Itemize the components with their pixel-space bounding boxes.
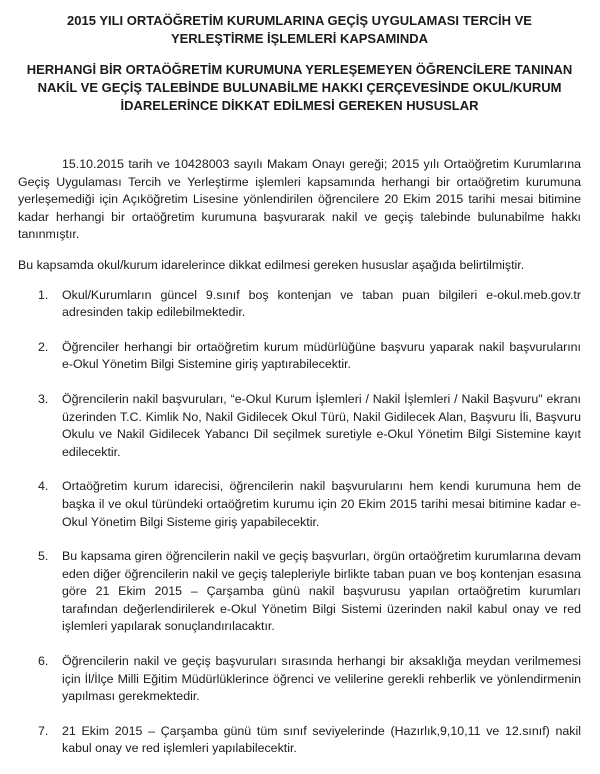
list-item: [18, 723, 581, 758]
title-secondary-line-2: NAKİL VE GEÇİŞ TALEBİNDE BULUNABİLME HAKKI ÇERÇEVESİNDE OKUL/KURUM: [37, 80, 562, 95]
list-item-number: 2.: [38, 339, 49, 354]
list-item-text: Öğrencilerin nakil başvuruları, “e-Okul Kurum İşlemleri / Nakil İşlemleri / Nakil Başvuru" ekranı üzerinden T.C. Kimlik No, Nakil Gidilecek Okul Türü, Nakil Gidilecek Alan, Başvuru İli, Başvuru Okulu ve Nakil Gidilecek Yabancı Dil seçilmek suretiyle e-Okul Yönetim Bilgi Sistemine kayıt edilecektir.: [62, 391, 581, 459]
intro-paragraph: 15.10.2015 tarih ve 10428003 sayılı Makam Onayı gereği; 2015 yılı Ortaöğretim Kurumlarına Geçiş Uygulaması Tercih ve Yerleştirme işlemleri kapsamında herhangi bir ortaöğretim kurumuna yerleşemediği için Açıköğretim Lisesine yönlendirilen öğrencilere 20 Ekim 2015 tarihi mesai bitimine kadar herhangi bir ortaöğretim kurumuna başvurarak nakil ve geçiş talebinde bulunabilme hakkı tanınmıştır.: [18, 157, 581, 242]
list-item-text: Öğrencilerin nakil ve geçiş başvuruları sırasında herhangi bir aksaklığa meydan verilmemesi için İl/İlçe Milli Eğitim Müdürlüklerince öğrenci ve velilerine gerekli rehberlik ve yönlendirmenin yapılması gerekmektedir.: [62, 654, 581, 704]
list-item-number: 3.: [38, 391, 49, 406]
document-title-secondary: [18, 61, 581, 115]
list-item-number: 7.: [38, 723, 49, 738]
document-title-primary: [18, 12, 581, 48]
list-item-text: Bu kapsama giren öğrencilerin nakil ve geçiş başvurları, örgün ortaöğretim kurumlarına devam eden diğer öğrencilerin nakil ve geçiş talepleriyle birlikte taban puan ve boş kontenjan esasına göre 21 Ekim 2015 – Çarşamba günü nakil başvurusu yapılan ortaöğretim kurumları tarafından değerlendirilerek e-Okul Yönetim Bilgi Sistemi üzerinden nakil kabul onay ve red işlemleri yapılarak sonuçlandırılacaktır.: [62, 549, 581, 634]
title-secondary-line-1: HERHANGİ BİR ORTAÖĞRETİM KURUMUNA YERLEŞEMEYEN ÖĞRENCİLERE TANINAN: [26, 62, 573, 77]
list-item-text: 21 Ekim 2015 – Çarşamba günü tüm sınıf seviyelerinde (Hazırlık,9,10,11 ve 12.sınıf) nakil kabul onay ve red işlemleri yapılabilecektir.: [62, 723, 581, 756]
list-item-text: Öğrenciler herhangi bir ortaöğretim kurum müdürlüğüne başvuru yaparak nakil başvurularını e-Okul Yönetim Bilgi Sistemine giriş yaptırabilecektir.: [62, 339, 581, 372]
list-item: [18, 653, 581, 706]
list-item: [18, 287, 581, 322]
list-item-number: 5.: [38, 549, 49, 564]
list-item-number: 4.: [38, 479, 49, 494]
list-item: [18, 391, 581, 461]
list-item-number: 1.: [38, 287, 49, 302]
title-primary-line-2: YERLEŞTİRME İŞLEMLERİ KAPSAMINDA: [170, 31, 429, 46]
list-item: [18, 548, 581, 636]
title-primary-line-1: 2015 YILI ORTAÖĞRETİM KURUMLARINA GEÇİŞ UYGULAMASI TERCİH VE: [67, 13, 532, 28]
title-secondary-line-3: İDARELERİNCE DİKKAT EDİLMESİ GEREKEN HUSUSLAR: [120, 98, 479, 113]
list-item: [18, 339, 581, 374]
list-item-number: 6.: [38, 654, 49, 669]
list-item-text: Okul/Kurumların güncel 9.sınıf boş kontenjan ve taban puan bilgileri e-okul.meb.gov.tr adresinden takip edilebilmektedir.: [62, 287, 581, 320]
lead-paragraph: Bu kapsamda okul/kurum idarelerince dikkat edilmesi gereken hususlar aşağıda belirtilmiştir.: [18, 257, 525, 272]
list-item-text: Ortaöğretim kurum idarecisi, öğrencilerin nakil başvurularını hem kendi kurumuna hem de başka il ve okul türündeki ortaöğretim kurumu için 20 Ekim 2015 tarihi mesai bitimine kadar e-Okul Yönetim Bilgi Sisteme giriş yapabilecektir.: [62, 479, 581, 529]
numbered-list: [18, 287, 581, 758]
list-item: [18, 478, 581, 531]
